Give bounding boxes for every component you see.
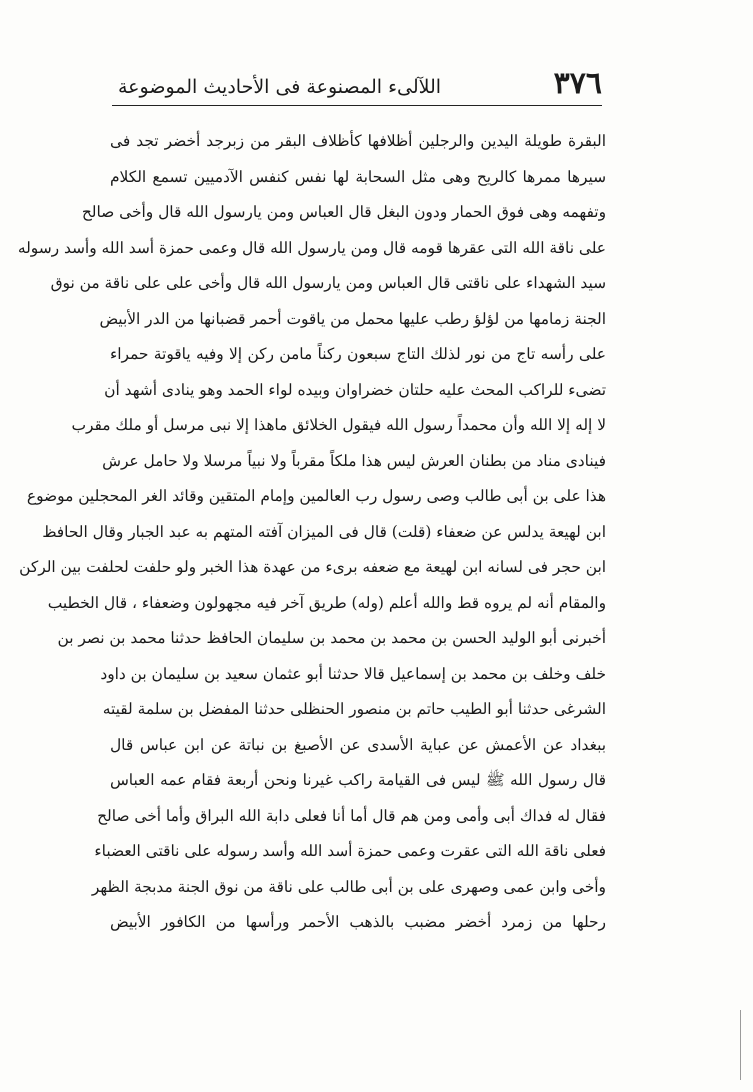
text-line: ببغداد عن الأعمش عن عباية الأسدى عن الأصبغ بن نباتة عن ابن عباس قال <box>110 735 606 754</box>
text-line: سيرها ممرها كالريح وهى مثل السحابة لها نفس كنفس الآدميين تسمع الكلام <box>110 167 606 186</box>
text-line: وأخى وابن عمى وصهرى على بن أبى طالب على ناقة من نوق الجنة مدبجة الظهر <box>91 877 606 896</box>
text-line: قال رسول الله ﷺ ليس فى القيامة راكب غيرنا ونحن أربعة فقام عمه العباس <box>110 771 606 789</box>
running-title: اللآلىء المصنوعة فى الأحاديث الموضوعة <box>118 76 442 98</box>
text-line: الشرغى حدثنا أبو الطيب حاتم بن منصور الحنظلى حدثنا المفضل بن سلمة لقيته <box>102 700 606 718</box>
text-line: خلف وخلف بن محمد بن إسماعيل قالا حدثنا أبو عثمان سعيد بن سليمان بن داود <box>100 664 606 683</box>
page-number: ٣٧٦ <box>553 66 602 101</box>
text-line: الجنة زمامها من لؤلؤ رطب عليها محمل من ياقوت أحمر قضبانها من الدر الأبيض <box>99 309 606 328</box>
text-line: هذا على بن أبى طالب وصى رسول رب العالمين وإمام المتقين وقائد الغر المحجلين موضوع <box>26 487 606 505</box>
text-line: وتفهمه وهى فوق الحمار ودون البغل قال العباس ومن يارسول الله قال وأخى صالح <box>81 203 606 221</box>
page-header <box>112 62 602 102</box>
text-line: لا إله إلا الله وأن محمداً رسول الله فيقول الخلائق ماهذا إلا نبى مرسل أو ملك مقرب <box>71 416 606 434</box>
text-line: والمقام أنه لم يروه قط والله أعلم (وله) طريق آخر فيه مجهولون وضعفاء ، قال الخطيب <box>47 593 606 612</box>
text-line: ابن حجر فى لسانه ابن لهيعة مع ضعفه برىء من عهدة هذا الخبر ولو حلفت لحلفت بين الركن <box>19 558 606 576</box>
text-line: تضىء للراكب المحث عليه حلتان خضراوان وبيده لواء الحمد وهو ينادى أشهد أن <box>104 380 606 399</box>
text-line: على ناقة الله التى عقرها قومه قال ومن يارسول الله قال وعمى حمزة أسد الله وأسد رسوله <box>17 238 606 257</box>
text-line: فعلى ناقة الله التى عقرت وعمى حمزة أسد الله وأسد رسوله على ناقتى العضباء <box>94 842 606 860</box>
text-line: البقرة طويلة اليدين والرجلين أظلافها كأظلاف البقر من زبرجد أخضر تجد فى <box>110 132 606 150</box>
text-line: رحلها من زمرد أخضر مضبب بالذهب الأحمر ورأسها من الكافور الأبيض <box>110 913 606 931</box>
text-line: أخبرنى أبو الوليد الحسن بن محمد بن محمد بن سليمان الحافظ حدثنا محمد بن نصر بن <box>57 629 606 647</box>
text-line: فينادى مناد من بطنان العرش ليس هذا ملكاً مقرباً ولا نبياً مرسلا ولا حامل عرش <box>102 451 606 470</box>
body-text <box>17 124 606 941</box>
text-line: على رأسه تاج من نور لذلك التاج سبعون ركناً مامن ركن إلا وفيه ياقوتة حمراء <box>110 345 606 363</box>
text-line: فقال له فداك أبى وأمى ومن هم قال أما أنا فعلى دابة الله البراق وأما أخى صالح <box>97 806 606 825</box>
text-line: ابن لهيعة يدلس عن ضعفاء (قلت) قال فى الميزان آفته المتهم به عبد الجبار وقال الحافظ <box>42 522 606 541</box>
text-line: سيد الشهداء على ناقتى قال العباس ومن يارسول الله قال وأخى على على ناقة من نوق <box>50 274 606 292</box>
scan-edge-mark <box>740 1010 741 1080</box>
header-rule <box>112 105 602 106</box>
